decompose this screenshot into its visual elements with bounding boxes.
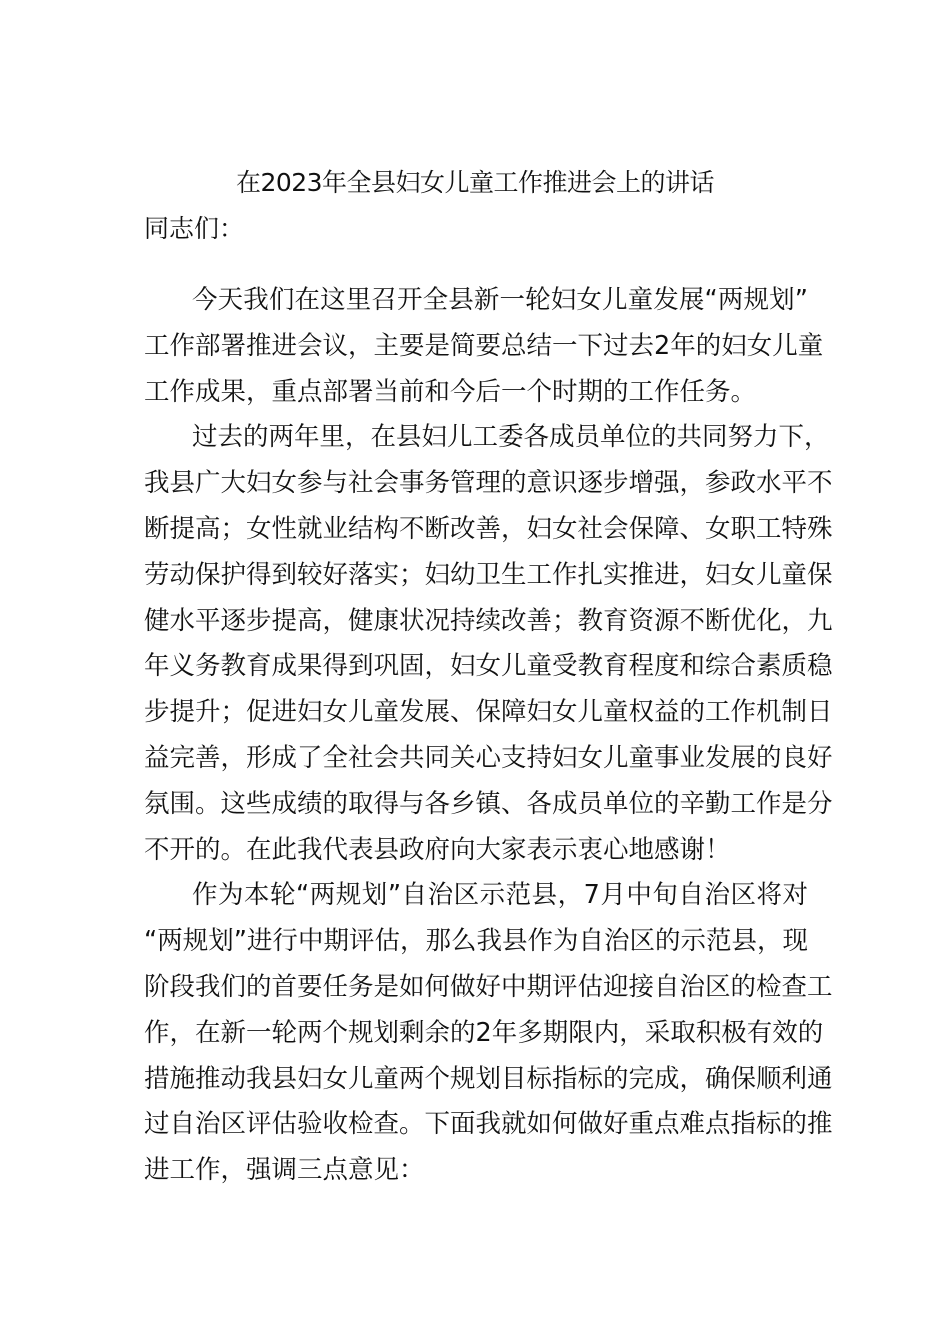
paragraph-2-line-3: 断提高；女性就业结构不断改善，妇女社会保障、女职工特殊: [144, 513, 833, 544]
paragraph-3-line-4: 作，在新一轮两个规划剩余的2年多期限内，采取积极有效的: [144, 1017, 824, 1048]
greeting: 同志们：: [144, 214, 245, 243]
paragraph-2-line-8: 益完善，形成了全社会共同关心支持妇女儿童事业发展的良好: [144, 742, 833, 773]
document-body: [144, 282, 833, 1198]
paragraph-2-line-6: 年义务教育成果得到巩固，妇女儿童受教育程度和综合素质稳: [144, 651, 833, 682]
paragraph-3-line-2: “两规划”进行中期评估，那么我县作为自治区的示范县，现: [144, 926, 808, 957]
paragraph-2-line-9: 氛围。这些成绩的取得与各乡镇、各成员单位的辛勤工作是分: [144, 788, 833, 819]
paragraph-2-line-2: 我县广大妇女参与社会事务管理的意识逐步增强，参政水平不: [144, 468, 833, 499]
paragraph-2-line-1: 过去的两年里，在县妇儿工委各成员单位的共同努力下，: [192, 422, 830, 453]
paragraph-1-line-3: 工作成果，重点部署当前和今后一个时期的工作任务。: [144, 376, 757, 407]
paragraph-1-line-2: 工作部署推进会议，主要是简要总结一下过去2年的妇女儿童: [144, 330, 824, 361]
document-title: 在2023年全县妇女儿童工作推进会上的讲话: [235, 168, 715, 197]
paragraph-3-line-6: 过自治区评估验收检查。下面我就如何做好重点难点指标的推: [144, 1109, 833, 1140]
paragraph-3-line-7: 进工作，强调三点意见：: [144, 1155, 425, 1186]
paragraph-2-line-10: 不开的。在此我代表县政府向大家表示衷心地感谢！: [144, 834, 731, 865]
paragraph-2-line-4: 劳动保护得到较好落实；妇幼卫生工作扎实推进，妇女儿童保: [144, 559, 833, 590]
paragraph-3-line-5: 措施推动我县妇女儿童两个规划目标指标的完成，确保顺利通: [144, 1063, 833, 1094]
paragraph-3-line-3: 阶段我们的首要任务是如何做好中期评估迎接自治区的检查工: [144, 971, 833, 1002]
paragraph-2-line-5: 健水平逐步提高，健康状况持续改善；教育资源不断优化，九: [144, 605, 833, 636]
paragraph-3-line-1: 作为本轮“两规划”自治区示范县，7月中旬自治区将对: [192, 880, 808, 911]
paragraph-1-line-1: 今天我们在这里召开全县新一轮妇女儿童发展“两规划”: [192, 285, 808, 315]
paragraph-2-line-7: 步提升；促进妇女儿童发展、保障妇女儿童权益的工作机制日: [144, 697, 833, 728]
